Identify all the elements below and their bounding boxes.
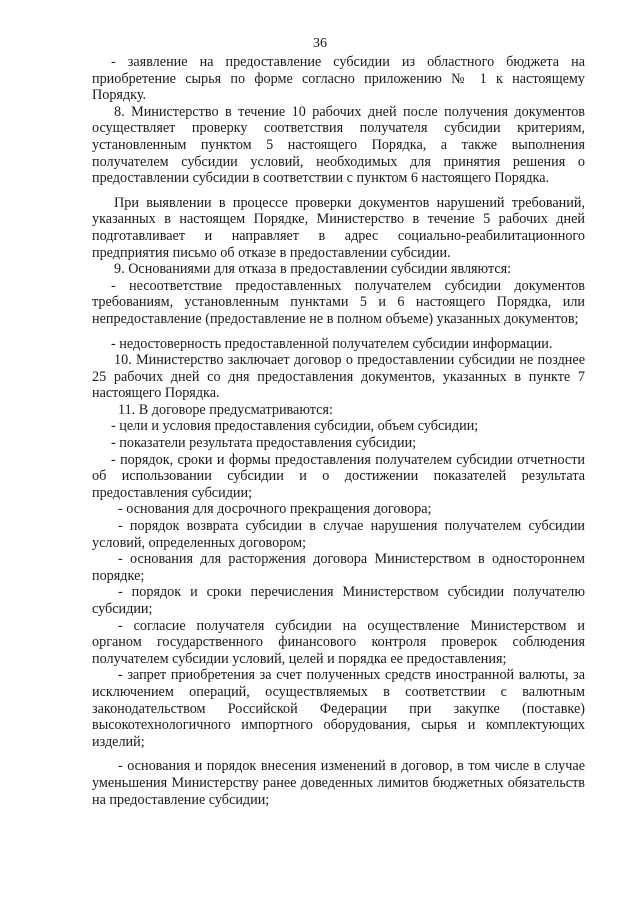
paragraph-7: 10. Министерство заключает договор о предоставлении субсидии не позднее 25 рабочих дней со дня предоставления документов, указанных в пункте 7 настоящего Порядка. <box>92 352 585 402</box>
paragraph-4: 9. Основаниями для отказа в предоставлении субсидии являются: <box>114 261 512 278</box>
page-number: 36 <box>313 36 327 51</box>
paragraph-13: - порядок возврата субсидии в случае нарушения получателем субсидии условий, определенных договором; <box>92 518 585 551</box>
paragraph-6: - недостоверность предоставленной получателем субсидии информации. <box>111 335 553 352</box>
paragraph-16: - согласие получателя субсидии на осуществление Министерством и органом государственного финансового контроля проверок соблюдения получателем субсидии условий, целей и порядка ее предоставления; <box>92 617 585 667</box>
paragraph-12: - основания для досрочного прекращения договора; <box>118 501 432 518</box>
paragraph-18: - основания и порядок внесения изменений в договор, в том числе в случае уменьшения Министерству ранее доведенных лимитов бюджетных обязательств на предоставление субсидии; <box>92 758 585 808</box>
paragraph-11: - порядок, сроки и формы предоставления получателем субсидии отчетности об использовании субсидии и о достижении показателей результата предоставления субсидии; <box>92 451 585 501</box>
document-body <box>92 54 585 808</box>
paragraph-5: - несоответствие предоставленных получателем субсидии документов требованиям, установленным пунктами 5 и 6 настоящего Порядка, или непредоставление (предоставление не в полном объеме) указанных документов; <box>92 277 585 327</box>
paragraph-15: - порядок и сроки перечисления Министерством субсидии получателю субсидии; <box>92 584 585 617</box>
paragraph-8: 11. В договоре предусматриваются: <box>118 401 333 418</box>
paragraph-9: - цели и условия предоставления субсидии, объем субсидии; <box>111 418 479 435</box>
paragraph-14: - основания для расторжения договора Министерством в одностороннем порядке; <box>92 551 585 584</box>
paragraph-2: 8. Министерство в течение 10 рабочих дней после получения документов осуществляет проверку соответствия получателя субсидии критериям, установленным пунктом 5 настоящего Порядка, а также выполнения получателем субсидии условий, необходимых для принятия решения о предоставлении субсидии в соответствии с пунктом 6 настоящего Порядка. <box>92 103 585 187</box>
paragraph-17: - запрет приобретения за счет полученных средств иностранной валюты, за исключением операций, осуществляемых в соответствии с валютным законодательством Российской Федерации при закупке (поставке) высокотехнологичного импортного оборудования, сырья и комплектующих изделий; <box>92 667 585 750</box>
paragraph-1: - заявление на предоставление субсидии из областного бюджета на приобретение сырья по форме согласно приложению № 1 к настоящему Порядку. <box>92 54 585 104</box>
paragraph-10: - показатели результата предоставления субсидии; <box>111 435 417 452</box>
paragraph-3: При выявлении в процессе проверки документов нарушений требований, указанных в настоящем Порядке, Министерство в течение 5 рабочих дней подготавливает и направляет в адрес социально-реабилитационного предприятия письмо об отказе в предоставлении субсидии. <box>92 194 585 261</box>
